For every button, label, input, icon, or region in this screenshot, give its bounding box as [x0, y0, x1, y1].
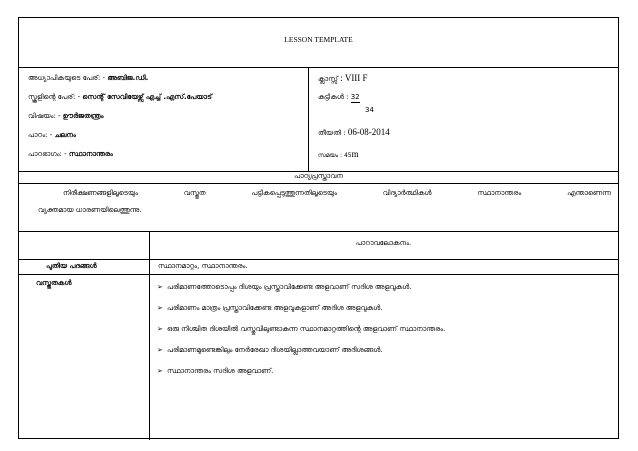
- time-unit: m: [351, 149, 359, 159]
- lesson-value: ചലനം: [54, 131, 76, 139]
- intro-word: നിരീക്ഷണങ്ങളിലൂടെയും: [63, 189, 138, 197]
- students-row: [318, 92, 360, 103]
- facts-list: [157, 282, 617, 387]
- info-left: [19, 67, 309, 171]
- new-words-row: [19, 259, 618, 275]
- intro-word: സ്ഥാനാന്തരം: [477, 189, 522, 197]
- fact-text: പരിമാണം മാത്രം പ്രസ്താവിക്കേണ്ട അളവുകളാണ് അദിശ അളവുകൾ.: [167, 304, 383, 312]
- info-right: [309, 67, 618, 171]
- lesson-row: [28, 130, 308, 149]
- class-label: ക്ലാസ്സ്: [318, 75, 338, 83]
- lesson-template-table: [18, 17, 619, 439]
- introduction-body: [19, 183, 618, 232]
- lesson-label: പാഠം: -: [28, 131, 53, 139]
- intro-word: വിദ്യാർത്ഥികൾ: [382, 189, 432, 197]
- intro-word: പട്ടികപ്പെടുത്തുന്നതിലൂടെയും: [251, 189, 337, 197]
- page-title: LESSON TEMPLATE: [19, 18, 618, 68]
- students-label: കുട്ടികൾ :: [318, 93, 349, 101]
- teacher-label: അധ്യാപികയുടെ പേര്: -: [28, 74, 106, 82]
- students-total: 34: [365, 106, 374, 114]
- arrow-bullet-icon: ➢: [157, 325, 163, 333]
- date-row: [318, 127, 390, 139]
- fact-text: സ്ഥാനാന്തരം സദിശ അളവാണ്.: [167, 367, 274, 375]
- review-heading: പാഠാവലോകനം.: [355, 239, 412, 247]
- students-present: 32: [350, 93, 360, 101]
- date-value: 06-08-2014: [347, 127, 390, 137]
- fact-text: ഒരു നിശ്ചിത ദിശയിൽ വസ്തുവിലുണ്ടാകുന്ന സ്ഥാനമാറ്റത്തിന്റെ അളവാണ് സ്ഥാനാന്തരം.: [167, 325, 446, 333]
- subject-value: ഊർജതന്ത്രം: [62, 112, 104, 120]
- class-row: [318, 73, 368, 85]
- school-value: സെന്റ് സേവിയേഴ്സ് എച്ച് .എസ്.പേയാട്: [82, 93, 212, 101]
- time-label: സമയം : 45: [318, 152, 352, 159]
- info-section: [19, 67, 618, 172]
- facts-label: വസ്തുതകൾ: [36, 279, 72, 287]
- fact-text: പരിമാണത്തോടൊപ്പം ദിശയും പ്രസ്താവിക്കേണ്ട അളവാണ് സദിശ അളവുകൾ.: [167, 283, 412, 291]
- date-label: തീയതി :: [318, 129, 346, 137]
- introduction-heading: പാഠ്യപ്രസ്താവന: [19, 171, 618, 184]
- review-heading-row: [19, 231, 618, 260]
- new-words-label: പുതിയ പദങ്ങൾ: [46, 262, 97, 270]
- introduction-line1: [63, 188, 611, 198]
- class-value: : VIII F: [340, 73, 368, 83]
- arrow-bullet-icon: ➢: [157, 304, 163, 312]
- unit-row: [28, 149, 308, 168]
- school-label: സ്കൂളിന്റെ പേര്: -: [28, 93, 81, 101]
- new-words-value: സ്ഥാനമാറ്റം, സ്ഥാനാന്തരം.: [158, 262, 248, 270]
- arrow-bullet-icon: ➢: [157, 283, 163, 291]
- arrow-bullet-icon: ➢: [157, 367, 163, 375]
- list-item: [157, 324, 617, 345]
- column-divider: [149, 231, 150, 440]
- unit-label: പാഠഭാഗം: -: [28, 150, 67, 158]
- teacher-value: അബിജ.ഡി.: [107, 74, 149, 82]
- subject-row: [28, 111, 308, 130]
- time-row: [318, 149, 359, 161]
- introduction-line2: വ്യക്തമായ ധാരണയിലെത്തുന്നു.: [38, 206, 142, 214]
- subject-label: വിഷയം: -: [28, 112, 61, 120]
- school-row: [28, 92, 308, 111]
- fact-text: പരിമാണമുണ്ടെങ്കിലും നേർരേഖാ ദിശയില്ലാത്തവയാണ് അദിശങ്ങൾ.: [167, 346, 383, 354]
- intro-word: എന്താണെന്ന: [567, 189, 611, 197]
- list-item: [157, 303, 617, 324]
- list-item: [157, 345, 617, 366]
- intro-word: വസ്തുത: [183, 189, 206, 197]
- teacher-row: [28, 73, 308, 92]
- list-item: [157, 282, 617, 303]
- list-item: [157, 366, 617, 387]
- unit-value: സ്ഥാനാന്തരം: [68, 150, 113, 158]
- arrow-bullet-icon: ➢: [157, 346, 163, 354]
